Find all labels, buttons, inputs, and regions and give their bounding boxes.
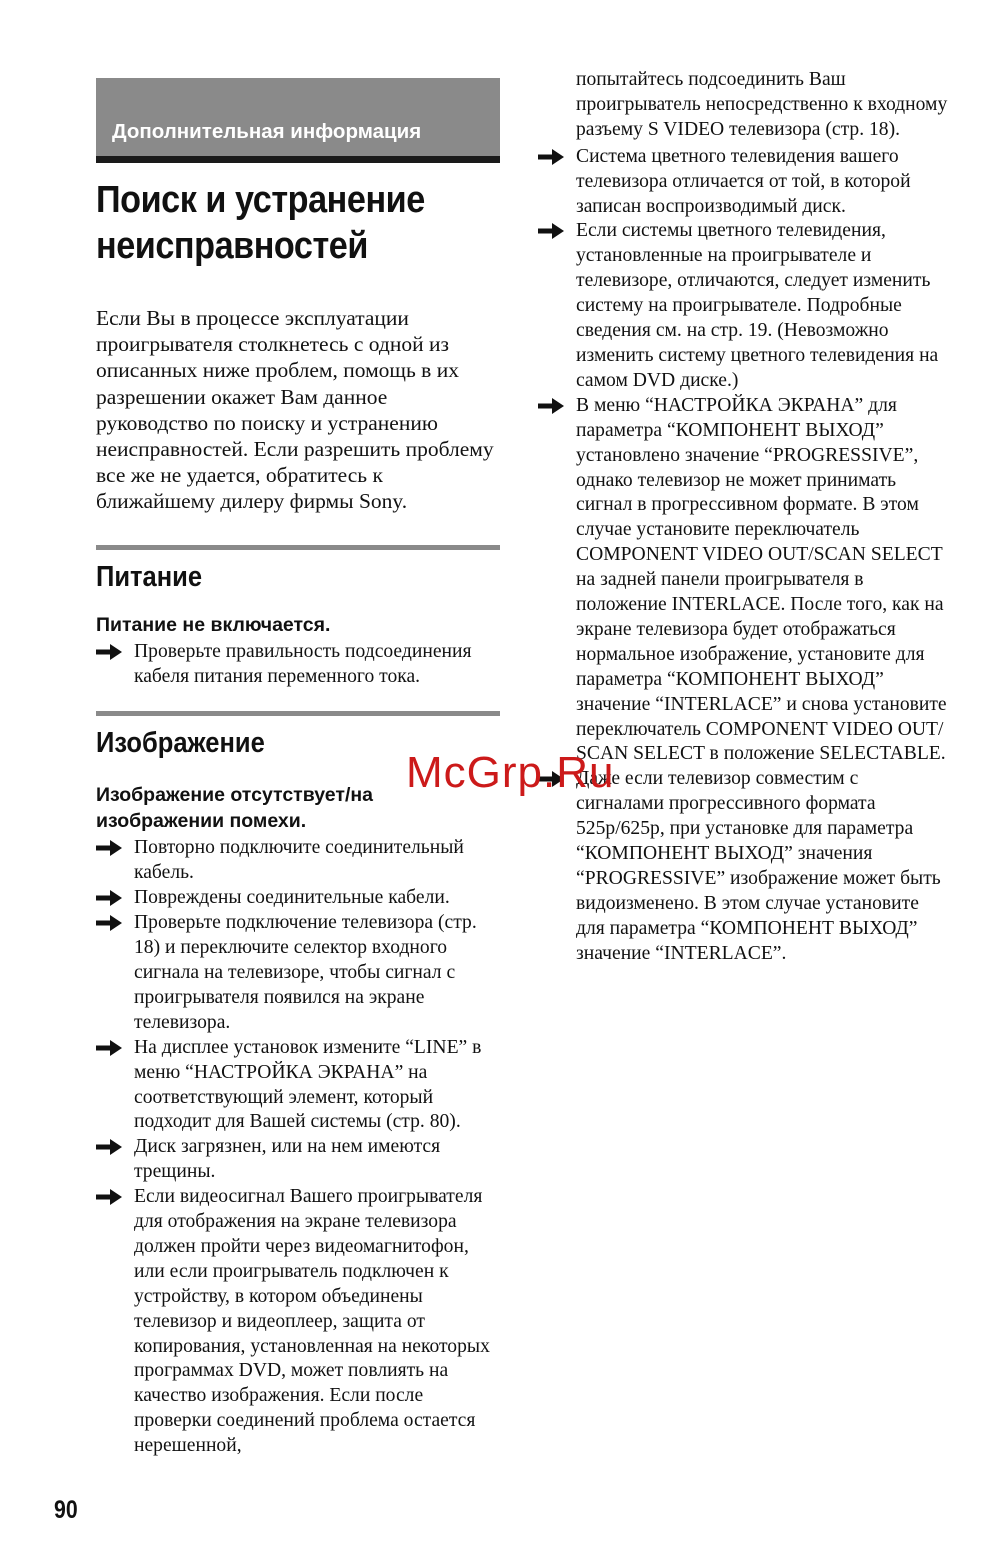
picture-solutions-list (96, 836, 500, 1459)
intro-paragraph: Если Вы в процессе эксплуатации проигрывателя столкнетесь с одной из описанных ниже проблем, помощь в их разрешении окажет Вам данное руководство по поиску и устранению неисправностей. Если разрешить проблему все же не удается, обратитесь к ближайшему дилеру фирмы Sony. (96, 306, 494, 514)
problem-heading-picture: Изображение отсутствует/на изображении помехи. (96, 784, 373, 833)
list-item: В меню “НАСТРОЙКА ЭКРАНА” для параметра “КОМПОНЕНТ ВЫХОД” установлено значение “PROGRESSIVE”, однако телевизор не может принимать сигнал в прогрессивном формате. В этом случае установите переключатель COMPONENT VIDEO OUT/SCAN SELECT на задней панели проигрывателя в положение INTERLACE. После того, как на экране телевизора будет отображаться нормальное изображение, установите для параметра “КОМПОНЕНТ ВЫХОД” значение “INTERLACE” и снова установите переключатель COMPONENT VIDEO OUT/ SCAN SELECT в положение SELECTABLE. (538, 394, 948, 768)
list-item: Диск загрязнен, или на нем имеются трещины. (96, 1135, 500, 1185)
continued-text: попытайтесь подсоединить Ваш проигрыватель непосредственно к входному разъему S VIDEO телевизора (стр. 18). (576, 69, 948, 140)
section-title-picture: Изображение (96, 727, 265, 760)
list-item: Проверьте правильность подсоединения кабеля питания переменного тока. (96, 640, 500, 690)
page-title (96, 177, 460, 269)
list-item: Если видеосигнал Вашего проигрывателя для отображения на экране телевизора должен пройти через видеомагнитофон, или если проигрыватель подключен к устройству, в котором объединены телевизор и видеоплеер, защита от копирования, установленная на некоторых программах DVD, может повлиять на качество изображения. Если после проверки соединений проблема остается нерешенной, (96, 1185, 500, 1459)
page-title-line-2: неисправностей (96, 225, 368, 267)
list-item: Повреждены соединительные кабели. (96, 886, 500, 911)
section-label: Дополнительная информация (112, 120, 422, 143)
list-item: Если системы цветного телевидения, установленные на проигрывателе и телевизоре, отличаются, следует изменить систему на проигрывателе. Подробные сведения см. на стр. 19. (Невозможно изменить систему цветного телевидения на самом DVD диске.) (538, 219, 948, 393)
watermark-text: McGrp.Ru (406, 748, 615, 797)
picture-solutions-list-continued (538, 145, 948, 967)
problem-heading-power: Питание не включается. (96, 613, 331, 636)
power-solutions-list (96, 640, 500, 690)
arrow-right-icon (538, 223, 564, 239)
page-title-line-1: Поиск и устранение (96, 179, 425, 221)
section-title-power: Питание (96, 560, 203, 593)
arrow-right-icon (96, 840, 122, 856)
arrow-right-icon (96, 1139, 122, 1155)
list-item: Повторно подключите соединительный кабель. (96, 836, 500, 886)
list-item: Проверьте подключение телевизора (стр. 18) и переключите селектор входного сигнала на телевизоре, чтобы сигнал с проигрывателя появился на экране телевизора. (96, 911, 500, 1036)
section-banner (96, 78, 500, 163)
arrow-right-icon (96, 644, 122, 660)
arrow-right-icon (538, 149, 564, 165)
page-number: 90 (54, 1496, 78, 1524)
section-divider-picture (96, 711, 500, 716)
list-item: Система цветного телевидения вашего телевизора отличается от той, в которой записан воспроизводимый диск. (538, 145, 948, 220)
arrow-right-icon (96, 1040, 122, 1056)
section-divider-power (96, 545, 500, 550)
right-column (538, 68, 948, 967)
list-item: На дисплее установок измените “LINE” в меню “НАСТРОЙКА ЭКРАНА” на соответствующий элемент, который подходит для Вашей системы (стр. 80). (96, 1036, 500, 1136)
list-item: Даже если телевизор совместим с сигналами прогрессивного формата 525p/625p, при установке для параметра “КОМПОНЕНТ ВЫХОД” значения “PROGRESSIVE” изображение может быть видоизменено. В этом случае установите для параметра “КОМПОНЕНТ ВЫХОД” значение “INTERLACE”. (538, 767, 948, 966)
arrow-right-icon (96, 890, 122, 906)
arrow-right-icon (538, 398, 564, 414)
arrow-right-icon (96, 1189, 122, 1205)
arrow-right-icon (96, 915, 122, 931)
